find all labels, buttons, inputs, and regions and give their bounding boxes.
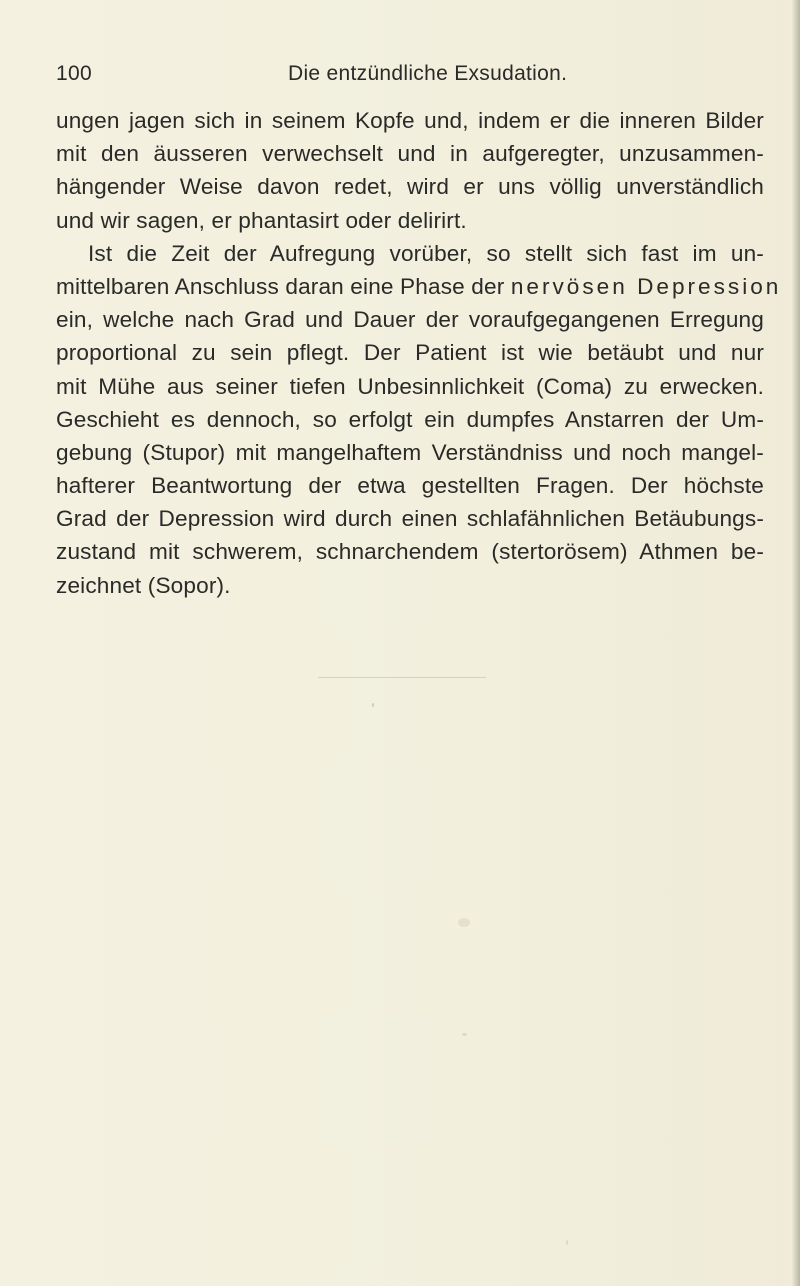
text-line: mit den äusseren verwechselt und in aufgeregter, unzusammen- [56,141,764,167]
text-line: mit Mühe aus seiner tiefen Unbesinnlichkeit (Coma) zu erwecken. [56,373,764,399]
text-line: Grad der Depression wird durch einen schlafähnlichen Betäubungs- [56,506,764,532]
emphasized-term: nervösen Depression [510,273,782,299]
text-line: hafterer Beantwortung der etwa gestellten Fragen. Der höchste [56,473,764,499]
text-fragment: mittelbaren Anschluss daran eine Phase der [56,273,505,299]
running-title: Die entzündliche Exsudation. [288,62,568,85]
text-line: hängender Weise davon redet, wird er uns völlig unverständlich [56,174,764,200]
text-line: zeichnet (Sopor). [56,572,231,598]
paper-speck [372,703,374,707]
text-line: ungen jagen sich in seinem Kopfe und, indem er die inneren Bilder [56,108,764,133]
paper-mark [318,677,486,678]
text-line: proportional zu sein pflegt. Der Patient ist wie betäubt und nur [56,340,764,366]
text-line: und wir sagen, er phantasirt oder delirirt. [56,207,467,233]
text-line: ein, welche nach Grad und Dauer der voraufgegangenen Erregung [56,307,764,333]
page-edge-shadow [791,0,800,1286]
text-line: zustand mit schwerem, schnarchendem (stertorösem) Athmen be- [56,539,764,565]
page-number: 100 [56,62,92,85]
text-line: Ist die Zeit der Aufregung vorüber, so stellt sich fast im un- [88,240,764,266]
text-line: Geschieht es dennoch, so erfolgt ein dumpfes Anstarren der Um- [56,406,764,432]
running-header [56,62,746,92]
paper-speck [462,1033,467,1036]
text-line: gebung (Stupor) mit mangelhaftem Verständniss und noch mangel- [56,439,764,465]
body-text [56,104,782,602]
text-line [56,270,782,303]
paper-speck [566,1240,568,1245]
paper-speck [458,918,470,927]
